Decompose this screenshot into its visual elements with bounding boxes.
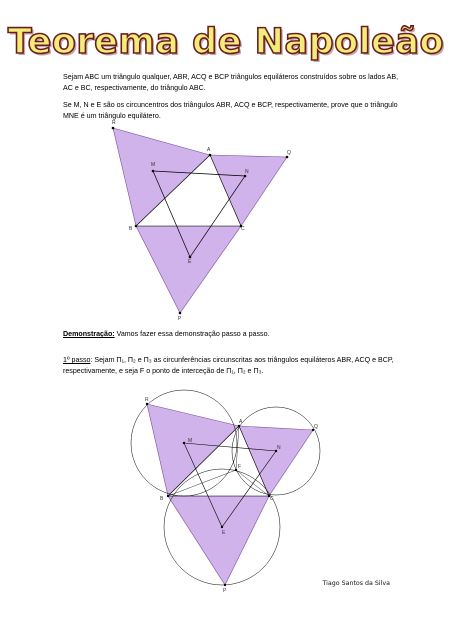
demonstration-paragraph [63,329,403,340]
label-E-2: E [222,530,226,536]
intro-paragraph-2: Se M, N e E são os circuncentros dos triângulos ABR, ACQ e BCP, respectivamente, prove que o triângulo MNE é um triângulo equilátero. [63,101,398,120]
label-A-2: A [239,419,243,425]
label-M: M [151,162,156,168]
figure-1 [112,127,289,315]
demonstration-text: Vamos fazer essa demonstração passo a passo. [114,330,270,338]
label-B: B [129,226,133,232]
label-C: C [241,226,245,232]
label-B-2: B [160,496,164,502]
intro-paragraph-1: Sejam ABC um triângulo qualquer, ABR, ACQ e BCP triângulos equiláteros construídos sobre os lados AB, AC e BC, respectivamente, do triângulo ABC. [63,73,399,92]
step-1-text: : Sejam Π₁, Π₂ e Π₃ as circunferências circunscritas aos triângulos equiláteros ABR, ACQ e BCP, respectivamente, e seja F o ponto de interceção de Π₁, Π₂ e Π₃. [63,356,394,375]
triangle-BCP [136,226,241,313]
label-P: P [178,316,182,322]
figure-2 [131,390,320,586]
label-R-2: R [145,397,149,403]
label-Q: Q [287,150,291,156]
label-R: R [112,120,116,126]
label-E: E [188,259,192,265]
label-A: A [207,147,211,153]
label-Q-2: Q [314,424,318,430]
step-1-label: 1º passo [63,356,91,364]
label-C-2: C [270,496,274,502]
label-F-2: F [238,464,242,470]
triangle-BCP-2 [168,496,269,585]
label-N-2: N [277,445,281,451]
page-title: Teorema de Napoleão [7,22,445,62]
label-M-2: M [188,438,193,444]
label-P-2: P [223,588,227,594]
demonstration-label: Demonstração: [63,330,115,338]
author-signature: Tiago Santos da Silva [322,580,390,587]
step-1-paragraph [63,355,403,376]
label-N: N [245,169,249,175]
